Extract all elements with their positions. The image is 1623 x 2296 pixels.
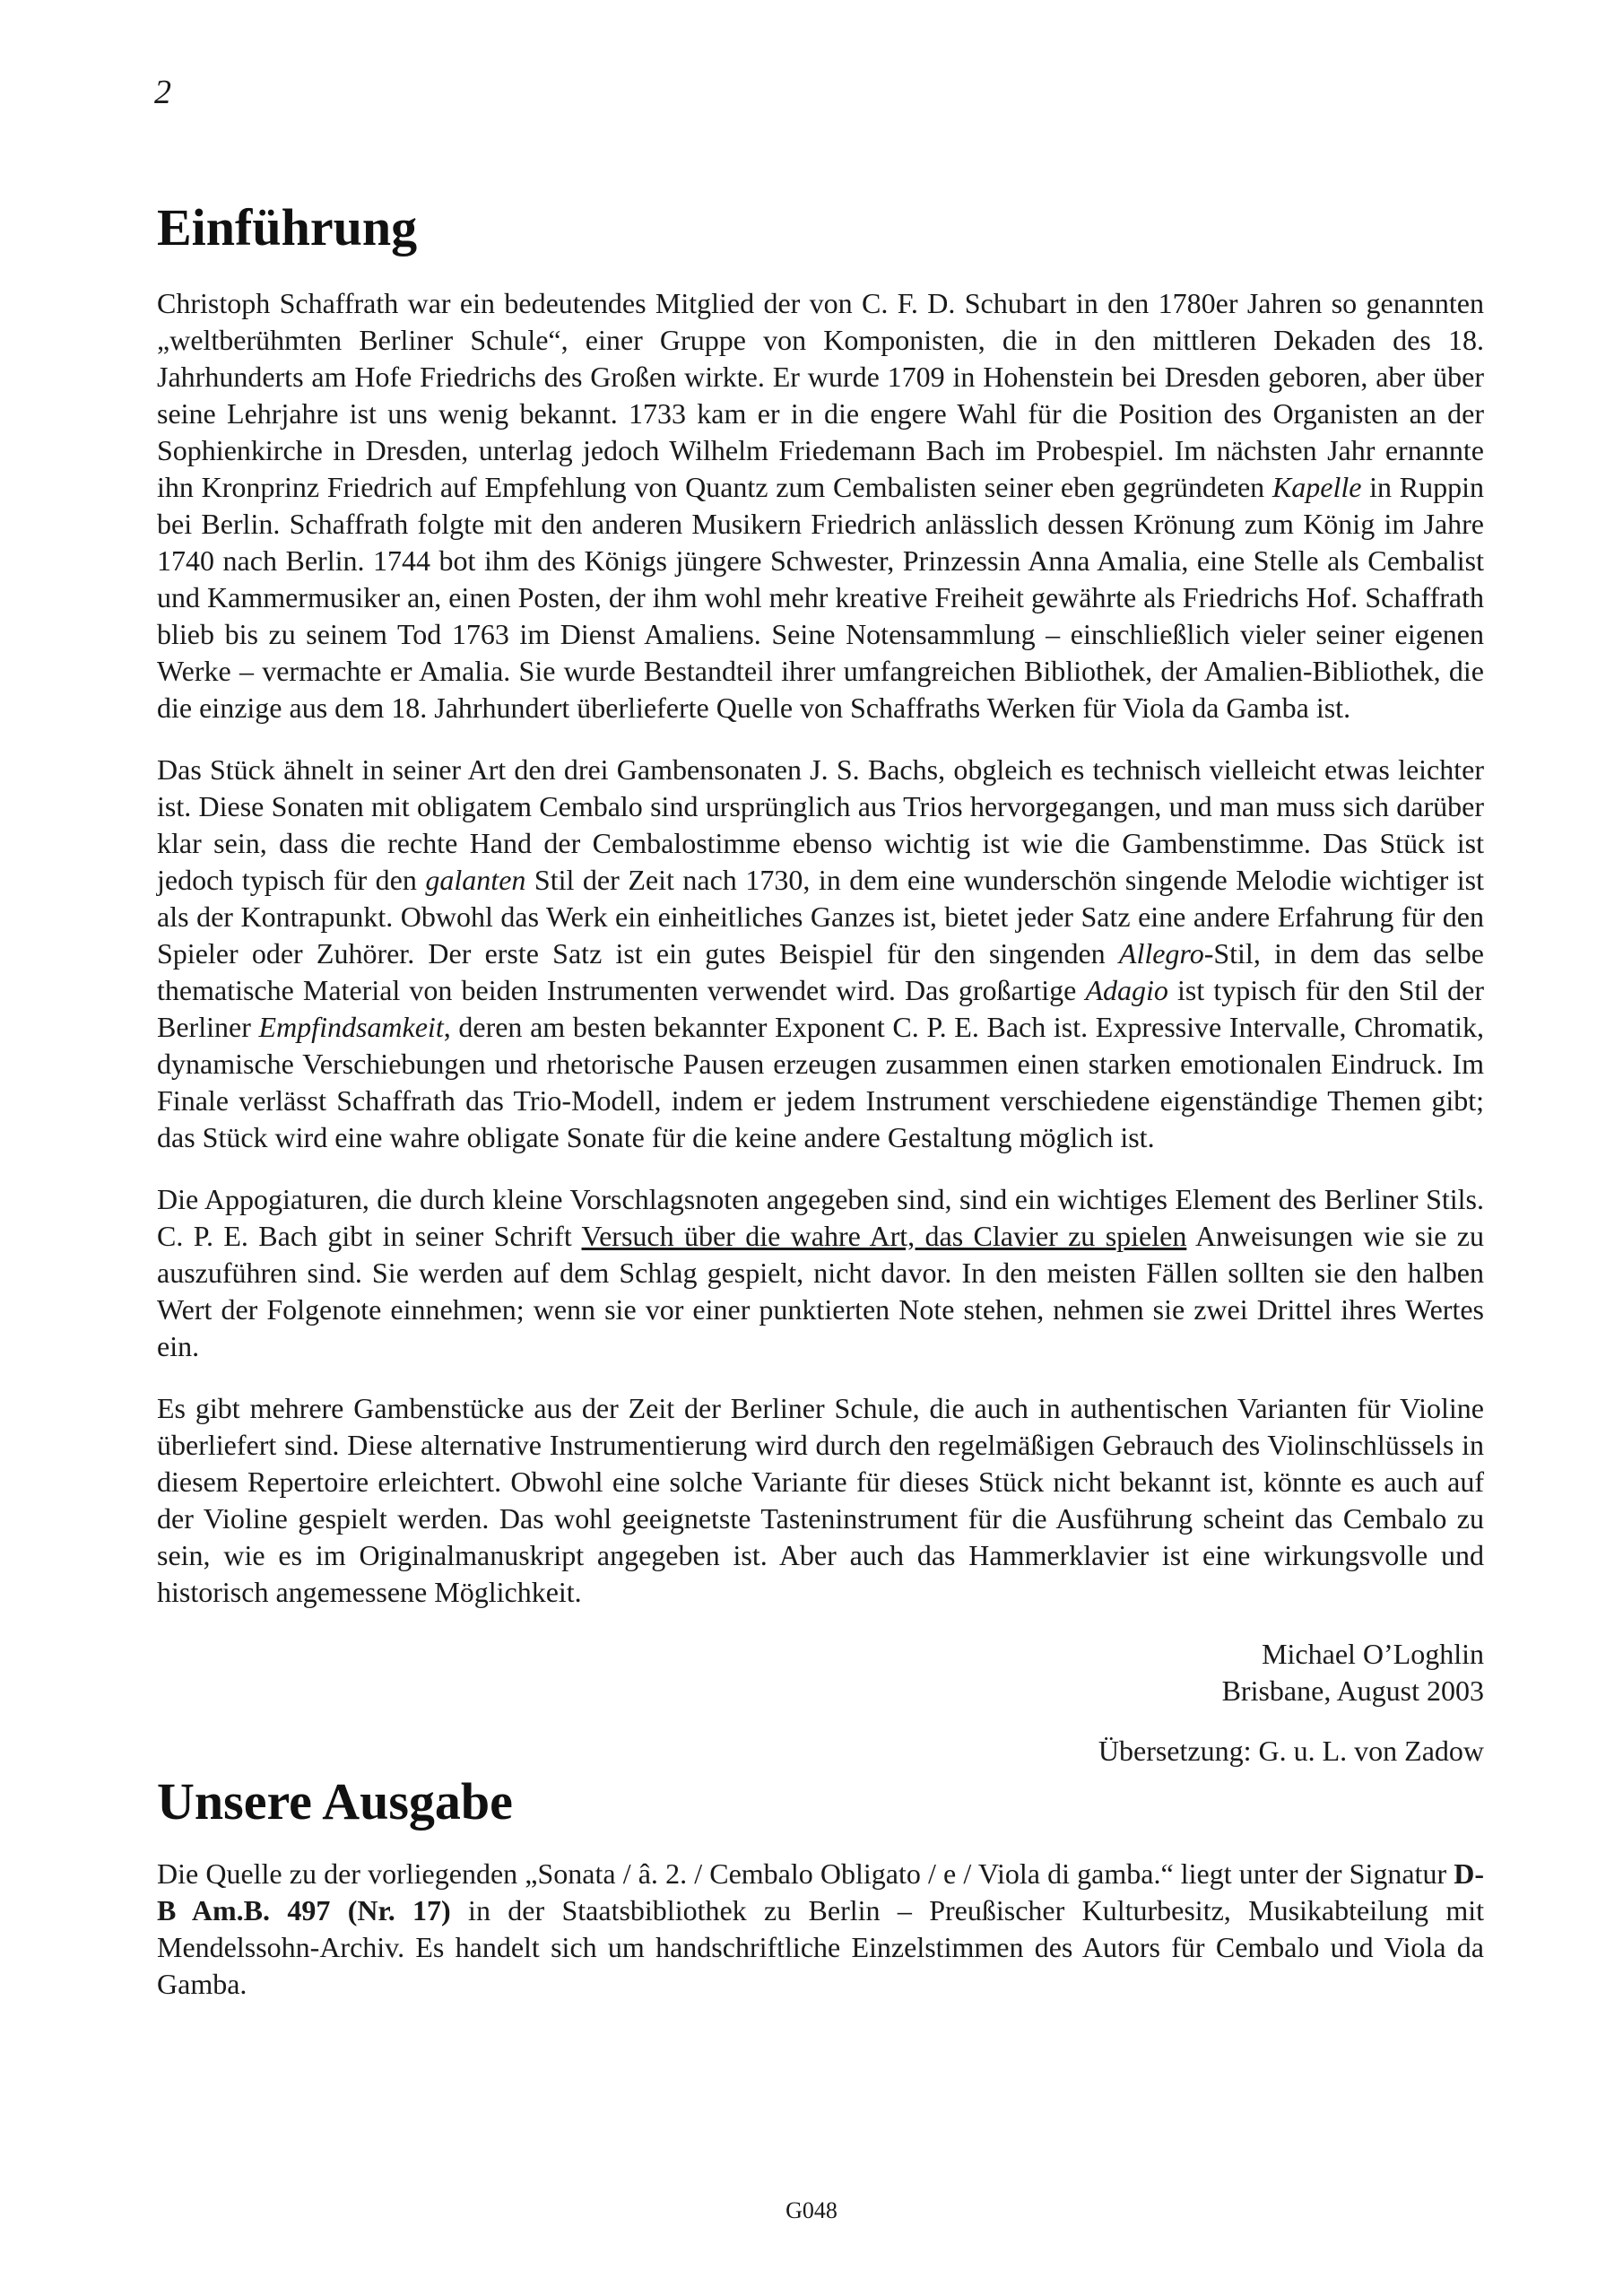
intro-p1-text-a: Christoph Schaffrath war ein bedeutendes Mitglied der von C. F. D. Schubart in den 1780er Jahren so genannten „weltberühmten Berliner Schule“, einer Gruppe von Komponisten, die in den mittleren Dekaden des 18. Jahrhunderts am Hofe Friedrichs des Großen wirkte. Er wurde 1709 in Hohenstein bei Dresden geboren, aber über seine Lehrjahre ist uns wenig bekannt. 1733 kam er in die engere Wahl für die Position des Organisten an der Sophienkirche in Dresden, unterlag jedoch Wilhelm Friedemann Bach im Probespiel. Im nächsten Jahr ernannte ihn Kronprinz Friedrich auf Empfehlung von Quantz zum Cembalisten seiner eben gegründeten [157, 286, 1484, 503]
translation-credit: Übersetzung: G. u. L. von Zadow [1098, 1734, 1484, 1767]
intro-paragraph-1 [157, 285, 1484, 726]
section-heading-introduction: Einführung [157, 198, 418, 257]
page-content [157, 199, 1484, 2028]
footer-code: G048 [785, 2197, 838, 2223]
term-allegro: Allegro [1118, 936, 1204, 970]
edition-paragraph-1 [157, 1856, 1484, 2003]
term-empfindsamkeit: Empfindsamkeit [258, 1010, 444, 1043]
term-adagio: Adagio [1085, 973, 1168, 1006]
intro-p2-text-c: -Stil, in dem das selbe thematische Material von beiden Instrumenten verwendet wird. Das großartige [157, 936, 1485, 1006]
source-signature: D-B Am.B. 497 (Nr. 17) [157, 1857, 1484, 1926]
intro-p2-text-e: , deren am besten bekannter Exponent C. P. E. Bach ist. Expressive Intervalle, Chromatik, dynamische Verschiebungen und rhetorische Pausen erzeugen zusammen einen starken emotionalen Eindruck. Im Finale verlässt Schaffrath das Trio-Modell, indem er jedem Instrument verschiedene eigenständige Themen gibt; das Stück wird eine wahre obligate Sonate für die keine andere Gestaltung möglich ist. [157, 1010, 1485, 1153]
edition-p1-text-a: Die Quelle zu der vorliegenden „Sonata / â. 2. / Cembalo Obligato / e / Viola di gamba.“ liegt unter der Signatur [157, 1857, 1454, 1890]
term-kapelle: Kapelle [1271, 470, 1362, 503]
intro-p3-text-b: Anweisungen wie sie zu auszuführen sind. Sie werden auf dem Schlag gespielt, nicht davor. In den meisten Fällen sollten sie den halben Wert der Folgenote einnehmen; wenn sie vor einer punktierten Note stehen, nehmen sie zwei Drittel ihres Wertes ein. [157, 1219, 1484, 1362]
intro-paragraph-4: Es gibt mehrere Gambenstücke aus der Zeit der Berliner Schule, die auch in authentischen Varianten für Violine überliefert sind. Diese alternative Instrumentierung wird durch den regelmäßigen Gebrauch des Violinschlüssels in diesem Repertoire erleichtert. Obwohl eine solche Variante für dieses Stück nicht bekannt ist, könnte es auch auf der Violine gespielt werden. Das wohl geeignetste Tasteninstrument für die Ausführung scheint das Cembalo zu sein, wie es im Originalmanuskript angegeben ist. Aber auch das Hammerklavier ist eine wirkungsvolle und historisch angemessene Möglichkeit. [157, 1391, 1484, 1608]
intro-p2-text-d: ist typisch für den Stil der Berliner [157, 973, 1485, 1043]
book-title: Versuch über die wahre Art, das Clavier zu spielen [581, 1219, 1187, 1252]
intro-paragraph-2 [157, 752, 1484, 1156]
intro-paragraph-3 [157, 1181, 1484, 1365]
author-name: Michael O’Loghlin [1262, 1637, 1484, 1670]
intro-p2-text-a: Das Stück ähnelt in seiner Art den drei Gambensonaten J. S. Bachs, obgleich es technisch vielleicht etwas leichter ist. Diese Sonaten mit obligatem Cembalo sind ursprünglich aus Trios hervorgegangen, und man muss sich darüber klar sein, dass die rechte Hand der Cembalostimme ebenso wichtig ist wie die Gambenstimme. Das Stück ist jedoch typisch für den [157, 752, 1484, 896]
section-heading-edition: Unsere Ausgabe [157, 1771, 513, 1831]
term-galanten: galanten [425, 863, 526, 896]
page-number: 2 [154, 74, 171, 111]
intro-p1-text-b: in Ruppin bei Berlin. Schaffrath folgte mit den anderen Musikern Friedrich anlässlich dessen Krönung zum König im Jahre 1740 nach Berlin. 1744 bot ihm des Königs jüngere Schwester, Prinzessin Anna Amalia, eine Stelle als Cembalist und Kammermusiker an, einen Posten, der ihm wohl mehr kreative Freiheit gewährte als Friedrichs Hof. Schaffrath blieb bis zu seinem Tod 1763 im Dienst Amaliens. Seine Notensammlung – einschließlich vieler seiner eigenen Werke – vermachte er Amalia. Sie wurde Bestandteil ihrer umfangreichen Bibliothek, der Amalien-Bibliothek, die die einzige aus dem 18. Jahrhundert überlieferte Quelle von Schaffraths Werken für Viola da Gamba ist. [157, 470, 1485, 724]
edition-p1-text-b: in der Staatsbibliothek zu Berlin – Preußischer Kulturbesitz, Musikabteilung mit Mendelssohn-Archiv. Es handelt sich um handschriftliche Einzelstimmen des Autors für Cembalo und Viola da Gamba. [157, 1893, 1485, 2000]
intro-p2-text-b: Stil der Zeit nach 1730, in dem eine wunderschön singende Melodie wichtiger ist als der Kontrapunkt. Obwohl das Werk ein einheitliches Ganzes ist, bietet jeder Satz eine andere Erfahrung für den Spieler oder Zuhörer. Der erste Satz ist ein gutes Beispiel für den singenden [157, 863, 1485, 970]
place-date: Brisbane, August 2003 [1221, 1674, 1484, 1707]
intro-p3-text-a: Die Appogiaturen, die durch kleine Vorschlagsnoten angegeben sind, sind ein wichtiges Element des Berliner Stils. C. P. E. Bach gibt in seiner Schrift [157, 1182, 1484, 1252]
